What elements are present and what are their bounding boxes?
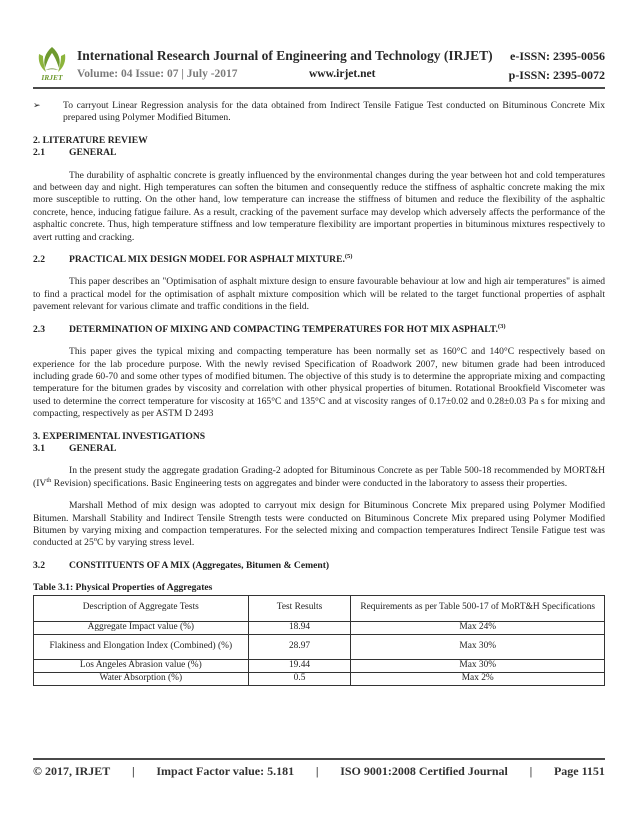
- subsection-title: [69, 254, 352, 266]
- subsection-heading-3-2: [33, 560, 605, 572]
- page-number: Page 1151: [553, 764, 605, 778]
- footer-separator: |: [132, 764, 135, 778]
- table-cell: 19.44: [248, 659, 351, 672]
- copyright: © 2017, IRJET: [33, 764, 111, 778]
- table-row: [34, 634, 605, 659]
- table-caption: Table 3.1: Physical Properties of Aggregates: [33, 582, 213, 594]
- aggregate-properties-table: [33, 595, 605, 686]
- impact-factor: Impact Factor value: 5.181: [156, 764, 295, 778]
- table-row: [34, 672, 605, 685]
- table-cell: Aggregate Impact value (%): [34, 621, 249, 634]
- subsection-heading-2-2: [33, 254, 605, 266]
- table-cell: 28.97: [248, 634, 351, 659]
- paragraph-text: C by varying stress level.: [97, 537, 195, 549]
- subsection-number: 2.3: [33, 323, 45, 335]
- article-body: [33, 100, 605, 686]
- subsection-heading-2-1: [33, 147, 605, 159]
- iso-certification: ISO 9001:2008 Certified Journal: [340, 764, 508, 778]
- subsection-number: 3.1: [33, 442, 45, 454]
- irjet-logo-icon: [33, 44, 71, 82]
- paragraph-text: Revision) specifications. Basic Engineering tests on aggregates and binder were conducted in the laboratory to assess their properties.: [51, 477, 568, 489]
- superscript: th: [46, 476, 52, 484]
- table-cell: Los Angeles Abrasion value (%): [34, 659, 249, 672]
- paragraph-text: In the present study the aggregate gradation Grading-2 adopted for Bituminous Concrete as per Table 500-18 recommended by MORT&H (IV: [33, 465, 605, 489]
- reference-marker: (5): [344, 252, 353, 260]
- e-issn: e-ISSN: 2395-0056: [510, 49, 605, 63]
- paragraph-2-2: This paper describes an "Optimisation of asphalt mixture design to ensure favourable behaviour at low and high air temperatures" is aimed to find a practical model for the optimisation of asphalt mixture composition which will be related to the target functional properties of asphalt pavement relevant for various climate and traffic conditions in the field.: [33, 276, 605, 313]
- table-cell: Max 24%: [351, 621, 605, 634]
- subsection-title-text: DETERMINATION OF MIXING AND COMPACTING TEMPERATURES FOR HOT MIX ASPHALT.: [69, 323, 498, 335]
- footer-separator: |: [529, 764, 533, 778]
- subsection-heading-3-1: [33, 443, 605, 455]
- table-row: [34, 659, 605, 672]
- superscript: o: [93, 536, 97, 544]
- table-row: [34, 621, 605, 634]
- table-header-cell: Test Results: [248, 595, 351, 621]
- header-divider: [33, 87, 605, 89]
- table-cell: Flakiness and Elongation Index (Combined) (%): [34, 634, 249, 659]
- footer-separator: |: [315, 764, 319, 778]
- objective-bullet: [33, 100, 605, 125]
- arrow-bullet-icon: ➢: [33, 101, 41, 111]
- journal-website: www.irjet.net: [309, 68, 376, 80]
- subsection-title: GENERAL: [69, 147, 117, 159]
- page-footer: [33, 764, 605, 779]
- subsection-number: 2.1: [33, 147, 45, 159]
- table-header-cell: Requirements as per Table 500-17 of MoRT&H Specifications: [351, 595, 605, 621]
- table-cell: Max 30%: [351, 634, 605, 659]
- paragraph-text: Marshall Method of mix design was adopted to carryout mix design for Bituminous Concrete Mix prepared using Polymer Modified Bitumen. Marshall Stability and Indirect Tensile Strength tests were conducted on Bituminous Concrete Mix prepared using Polymer Modified Bitumen by varying mixing and compaction temperatures. For the selected mixing and compaction temperatures Indirect Tensile Fatigue test was conducted at 25: [33, 500, 605, 549]
- table-cell: Water Absorption (%): [34, 672, 249, 685]
- table-header-row: [34, 595, 605, 621]
- paragraph-2-1: The durability of asphaltic concrete is greatly influenced by the environmental changes during the year between hot and cold temperatures and between day and night. High temperatures can soften the bitumen and consequently reduce the stiffness of asphaltic concrete making the mix more susceptible to rutting. On the other hand, low temperature can increase the stiffness of bitumen and reduce the flexibility of the asphaltic concrete, hence, inducing fatigue failure. As a result, cracking of the pavement surface may develop which adversely affects the performance of the asphaltic concrete. Thus, high temperature stiffness and low temperature flexibility are important properties in bituminous mixtures respectively to avert rutting and cracking.: [33, 169, 605, 243]
- journal-title: International Research Journal of Engineering and Technology (IRJET): [77, 48, 493, 63]
- subsection-heading-2-3: [33, 324, 605, 336]
- subsection-title-text: PRACTICAL MIX DESIGN MODEL FOR ASPHALT MIXTURE.: [69, 254, 345, 266]
- logo-text: IRJET: [41, 73, 63, 82]
- p-issn: p-ISSN: 2395-0072: [508, 68, 605, 82]
- journal-header: [33, 44, 605, 84]
- subsection-number: 3.2: [33, 559, 45, 571]
- table-cell: 0.5: [248, 672, 351, 685]
- subsection-title: CONSTITUENTS OF A MIX (Aggregates, Bitumen & Cement): [69, 559, 330, 571]
- subsection-title: [69, 324, 506, 336]
- table-cell: Max 2%: [351, 672, 605, 685]
- paragraph-2-3: This paper gives the typical mixing and compacting temperature has been normally set as 160°C and 140°C respectively based on experience for the lab procedure purpose. With the newly revised Specification of Roadwork 2007, new bitumen grade had been introduced including grade 60-70 and some other types of modified bitumen. The objective of this study is to determine the appropriate mixing and compacting temperature for the bitumen grades by viscosity and correlation with other physical properties of bitumen. Rotational Brookfield Viscometer was used to determine the correct temperature for viscosity at 165°C and 135°C and at viscosity ranges of 0.17±0.02 and 0.28±0.03 Pa s for mixing and compacting, respectively as per ASTM D 2493: [33, 346, 605, 420]
- table-cell: Max 30%: [351, 659, 605, 672]
- subsection-title: GENERAL: [69, 442, 117, 454]
- paragraph-3-1-b: [33, 500, 605, 550]
- paragraph-3-1-a: [33, 465, 605, 490]
- footer-divider: [33, 758, 605, 760]
- section-heading-2: 2. LITERATURE REVIEW: [33, 134, 148, 146]
- table-cell: 18.94: [248, 621, 351, 634]
- reference-marker: (3): [497, 322, 506, 330]
- section-heading-3: 3. EXPERIMENTAL INVESTIGATIONS: [33, 430, 206, 442]
- bullet-text: To carryout Linear Regression analysis for the data obtained from Indirect Tensile Fatigue Test conducted on Bituminous Concrete Mix prepared using Polymer Modified Bitumen.: [63, 100, 605, 124]
- subsection-number: 2.2: [33, 254, 45, 266]
- table-header-cell: Description of Aggregate Tests: [34, 595, 249, 621]
- volume-issue: Volume: 04 Issue: 07 | July -2017: [77, 68, 238, 80]
